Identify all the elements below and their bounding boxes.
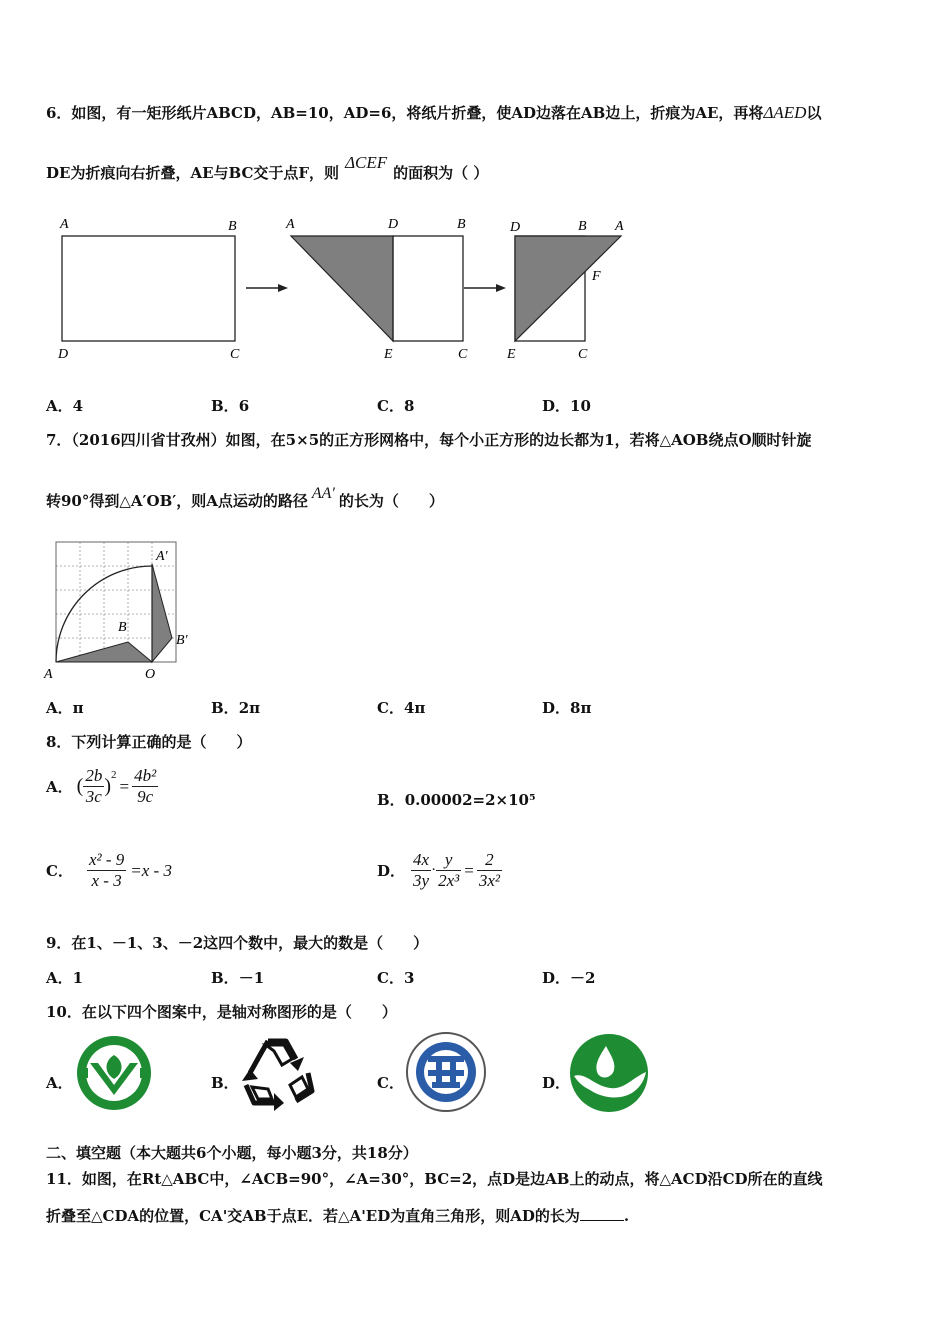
q6-label: B xyxy=(457,217,466,232)
q9-option-a[interactable]: A．1 xyxy=(46,969,84,987)
q9-option-b[interactable]: B．－1 xyxy=(211,969,265,987)
green-food-logo-icon[interactable] xyxy=(74,1033,154,1113)
q6-fold-triangle-1 xyxy=(291,236,393,341)
q7-option-d[interactable]: D．8π xyxy=(542,699,592,717)
q11-line2: 折叠至△CDA的位置，CA'交AB于点E．若△A'ED为直角三角形，则AD的长为 . xyxy=(46,1207,630,1225)
q10-stem: 10．在以下四个图案中，是轴对称图形的是（ ） xyxy=(46,1003,397,1021)
q7-triangle-aob xyxy=(56,642,152,662)
q7-line1: 7．（2016四川省甘孜州）如图，在5×5的正方形网格中，每个小正方形的边长都为1，若将△AOB绕点O顺时针旋 xyxy=(46,431,812,449)
q6-rect-2 xyxy=(393,236,463,341)
q7-option-a[interactable]: A．π xyxy=(46,699,84,717)
q7-arc-notation: AA′ xyxy=(311,485,335,502)
q8-stem: 8．下列计算正确的是（ ） xyxy=(46,733,252,751)
q6-rect-1 xyxy=(62,236,235,341)
q7-label: O xyxy=(145,667,156,682)
q6-label: E xyxy=(384,347,393,362)
blue-circle-emblem-icon[interactable] xyxy=(404,1030,488,1114)
q6-option-b[interactable]: B．6 xyxy=(211,397,250,415)
q6-figure xyxy=(50,210,650,370)
q6-line2: DE为折痕向右折叠，AE与BC交于点F，则ΔCEF的面积为（ ） xyxy=(46,153,489,182)
q6-label: F xyxy=(592,269,601,284)
q11-line1: 11．如图，在Rt△ABC中，∠ACB=90°，∠A=30°，BC=2，点D是边AB上的动点，将△ACD沿CD所在的直线 xyxy=(46,1170,823,1188)
q7-label: B xyxy=(118,620,127,635)
q9-option-c[interactable]: C．3 xyxy=(377,969,415,987)
q7-label: A′ xyxy=(156,549,168,564)
q10-option-a-label[interactable]: A． xyxy=(46,1074,73,1092)
q7-label: B′ xyxy=(176,633,188,648)
answer-blank[interactable] xyxy=(580,1220,624,1221)
q9-stem: 9．在1、－1、3、－2这四个数中，最大的数是（ ） xyxy=(46,934,429,952)
section2-title: 二、填空题（本大题共6个小题，每小题3分，共18分） xyxy=(46,1144,418,1162)
q7-line2: 转90°得到△A′OB′，则A点运动的路径 AA′ 的长为（ ） xyxy=(46,485,444,510)
q6-label: A xyxy=(615,219,624,234)
q7-figure xyxy=(42,538,212,683)
q6-label: A xyxy=(286,217,295,232)
q7-option-b[interactable]: B．2π xyxy=(211,699,261,717)
q8-option-c[interactable]: C． $\frac{\text{x² - 9}}{x - 3}$ =x - 3 xyxy=(46,850,172,890)
q6-fold-triangle-2 xyxy=(515,236,621,341)
q6-label: D xyxy=(58,347,69,362)
recycle-icon[interactable] xyxy=(238,1033,320,1113)
q7-option-c[interactable]: C．4π xyxy=(377,699,426,717)
q7-triangle-a1ob1 xyxy=(152,564,172,662)
q6-option-d[interactable]: D．10 xyxy=(542,397,591,415)
q6-line1: 6．如图，有一矩形纸片ABCD，AB=10，AD=6，将纸片折叠，使AD边落在AB边上，折痕为AE，再将ΔAED以 xyxy=(46,103,822,122)
q6-option-a[interactable]: A．4 xyxy=(46,397,84,415)
green-water-logo-icon[interactable] xyxy=(568,1032,650,1114)
q10-option-b-label[interactable]: B． xyxy=(211,1074,239,1092)
q6-label: B xyxy=(578,219,587,234)
q6-label: E xyxy=(507,347,516,362)
q6-option-c[interactable]: C．8 xyxy=(377,397,415,415)
q6-label: B xyxy=(228,219,237,234)
q6-label: D xyxy=(510,220,521,235)
q8-option-b[interactable]: B．0.00002=2×10⁵ xyxy=(377,791,536,809)
q9-option-d[interactable]: D．－2 xyxy=(542,969,596,987)
q6-label: C xyxy=(578,347,588,362)
q7-label: A xyxy=(44,667,53,682)
q8-option-d[interactable]: D． $\frac{4x}{3y}$ · $\frac{y}{\text{2x³}}$ = $\frac{2}{\text{3x²}}$ xyxy=(377,850,500,890)
q6-label: C xyxy=(230,347,240,362)
q6-label: D xyxy=(388,217,399,232)
q10-option-d-label[interactable]: D． xyxy=(542,1074,571,1092)
q8-option-a[interactable]: A． ( $\frac{2b}{3c}$ ) 2 = $\frac{\text{4b²}}{9c}$ xyxy=(46,766,157,806)
q6-label: C xyxy=(458,347,468,362)
q6-label: A xyxy=(60,217,69,232)
q10-option-c-label[interactable]: C． xyxy=(377,1074,404,1092)
